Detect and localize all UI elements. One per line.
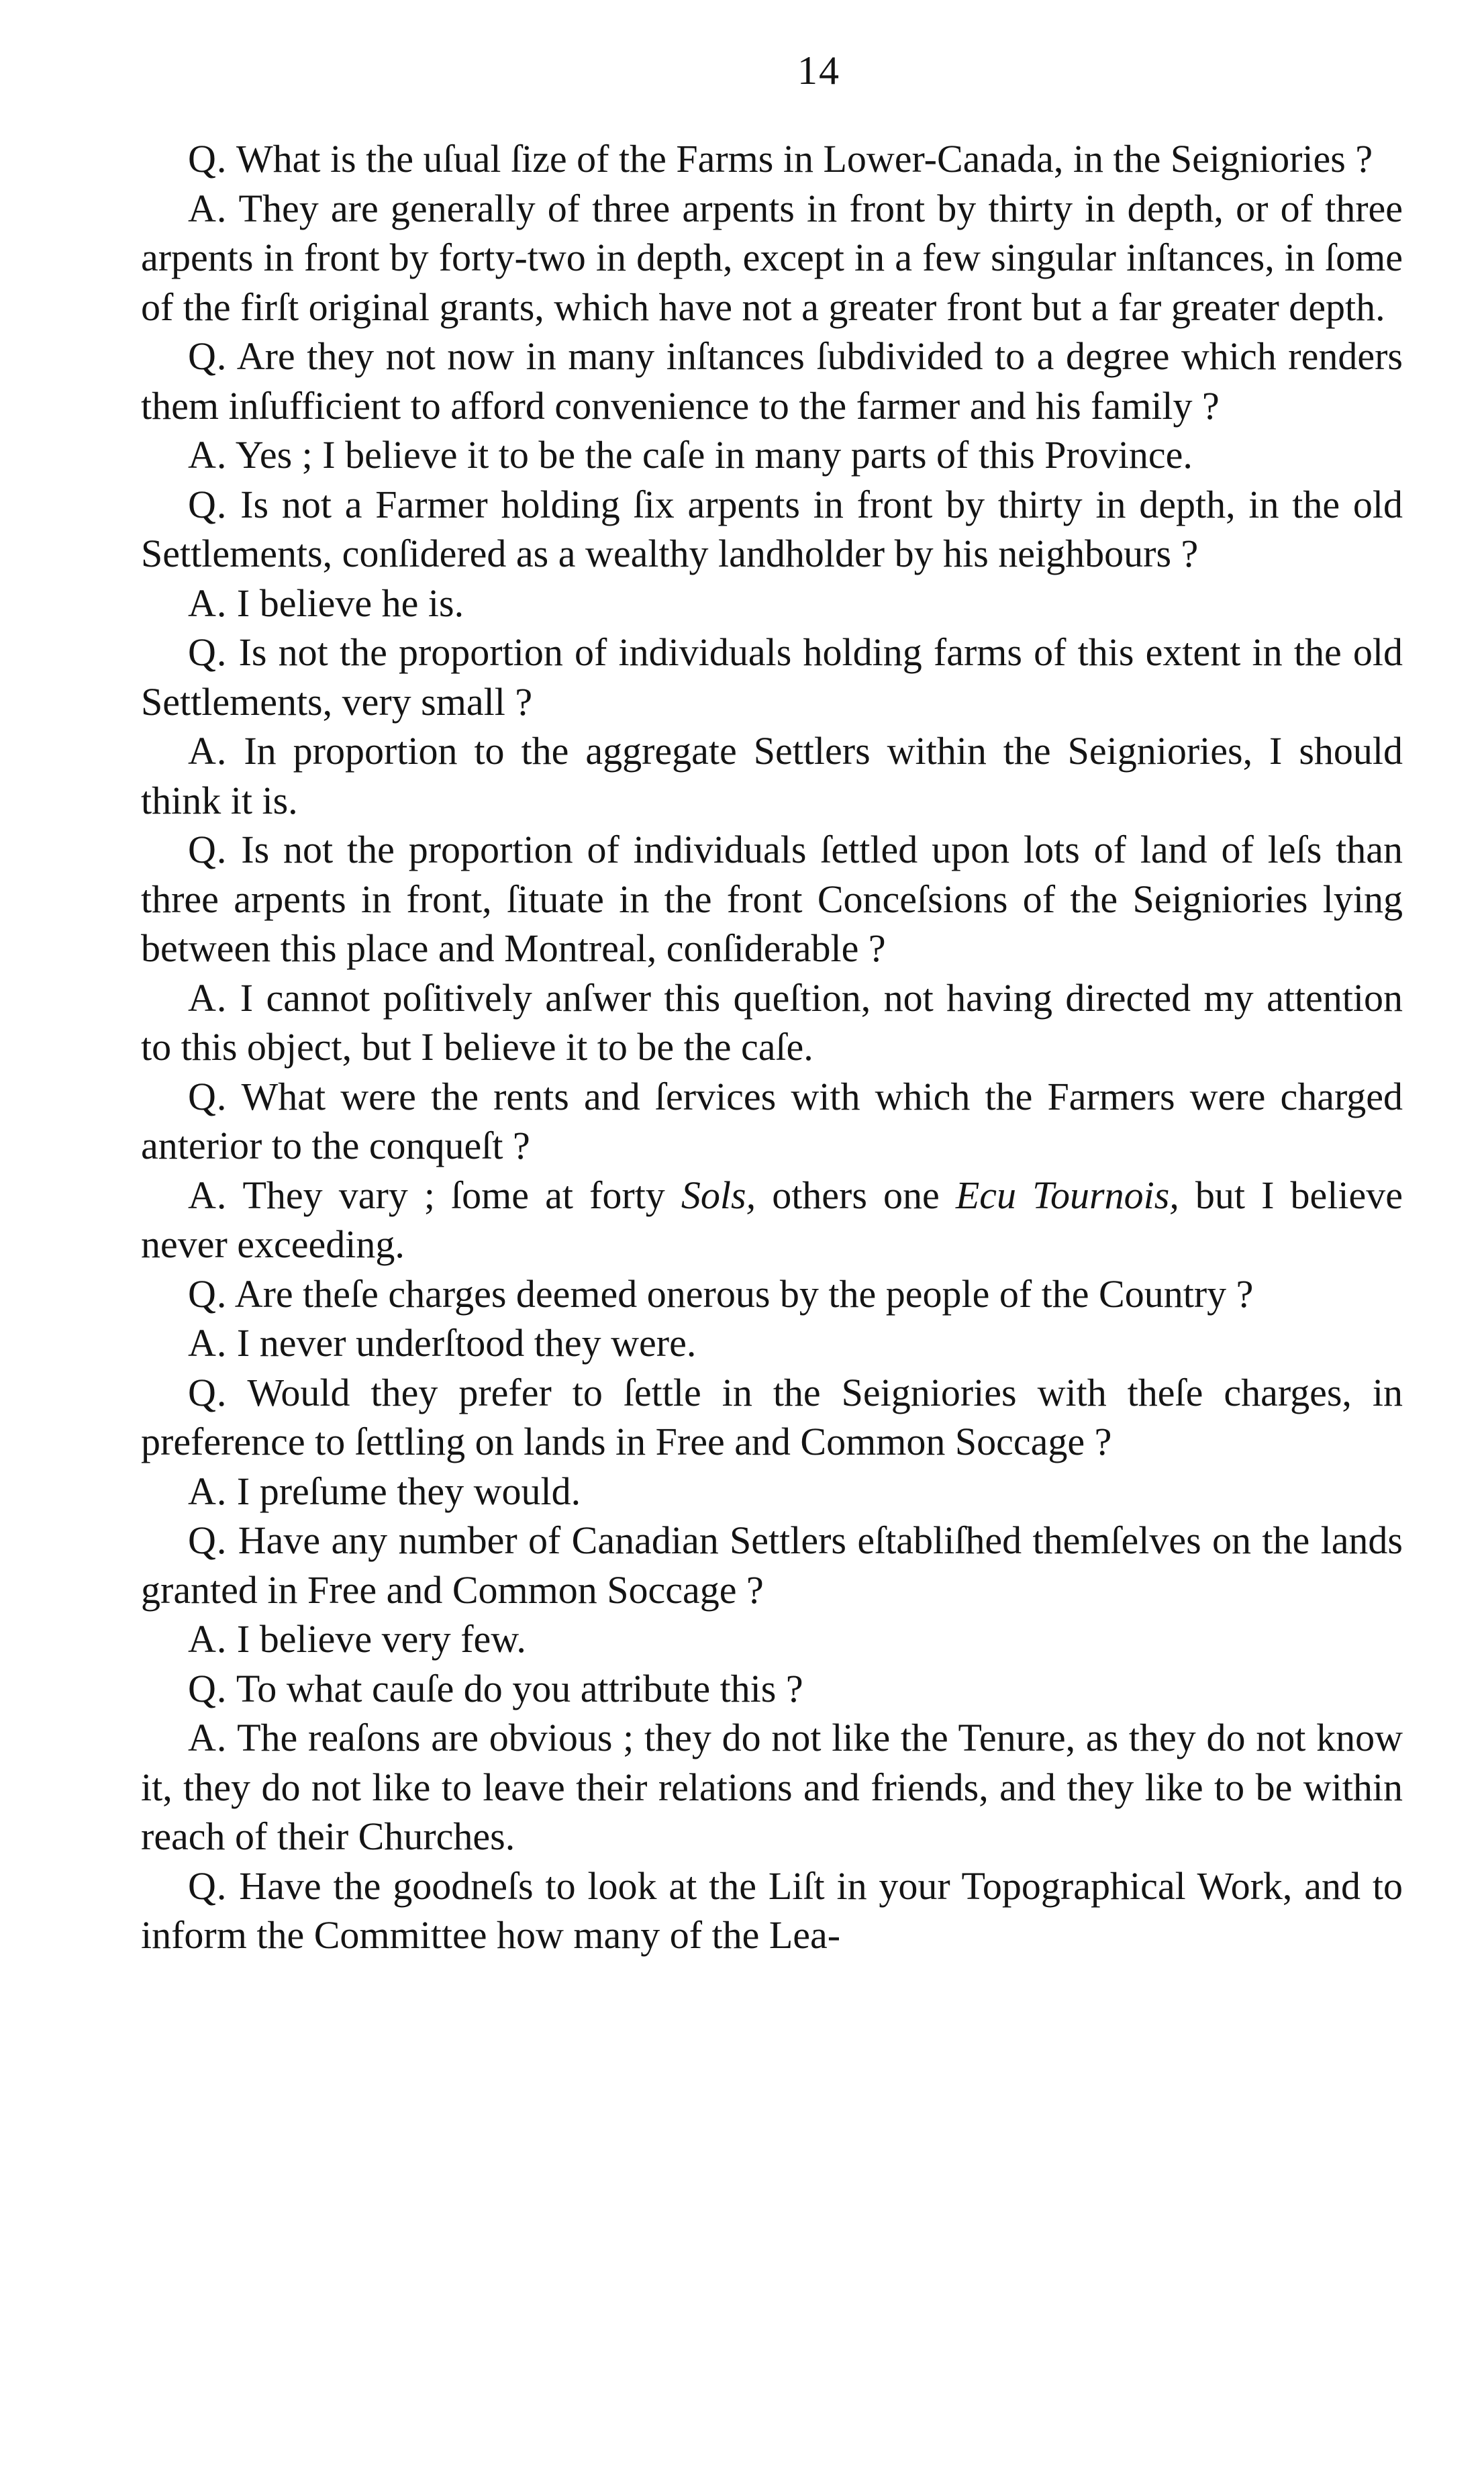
speaker-label: A. — [188, 581, 228, 625]
speaker-label: Q. — [188, 1074, 228, 1118]
entry-text: Are they not now in many inſtances ſubdivided to a degree which renders them inſufficient to afford convenience to the farmer and his family ? — [141, 334, 1403, 428]
entry-text: Yes ; I believe it to be the caſe in many parts of this Province. — [235, 433, 1193, 477]
speaker-label: A. — [188, 433, 228, 477]
question-proportion-holding-farms — [141, 628, 1403, 726]
speaker-label: Q. — [188, 1271, 228, 1316]
speaker-label: A. — [188, 186, 228, 230]
speaker-label: Q. — [188, 828, 228, 871]
speaker-label: A. — [188, 729, 228, 773]
speaker-label: A. — [188, 1173, 228, 1217]
answer-attribute-cause — [141, 1713, 1403, 1861]
document-page — [141, 47, 1403, 1960]
question-charges-onerous — [141, 1269, 1403, 1319]
entry-text: I believe he is. — [236, 581, 464, 625]
speaker-label: A. — [188, 1617, 228, 1661]
entry-text: To what cauſe do you attribute this ? — [236, 1666, 803, 1710]
entry-text: They are generally of three arpents in front by thirty in depth, or of three arpents in front by forty-two in depth, except in a few singular inſtances, in ſome of the firſt original grants, which have not a greater front but a far greater depth. — [141, 186, 1403, 329]
entry-text-middle: others one — [772, 1173, 940, 1217]
entry-text: I cannot poſitively anſwer this queſtion, not having directed my attention to this object, but I believe it to be the caſe. — [141, 975, 1403, 1069]
entry-text: Have the goodneſs to look at the Liſt in your Topographical Work, and to inform the Committee how many of the Lea- — [141, 1863, 1403, 1957]
answer-prefer-seigniories — [141, 1467, 1403, 1516]
speaker-label: A. — [188, 1469, 228, 1513]
answer-rents-and-services — [141, 1171, 1403, 1269]
question-topographical-list — [141, 1861, 1403, 1960]
answer-small-lots-proportion — [141, 973, 1403, 1072]
question-wealthy-landholder — [141, 480, 1403, 579]
speaker-label: Q. — [188, 1666, 228, 1710]
speaker-label: Q. — [188, 334, 228, 378]
entry-text-after: but I believe never exceeding. — [141, 1173, 1403, 1266]
question-rents-and-services — [141, 1072, 1403, 1171]
question-usual-size-of-farms — [141, 134, 1403, 184]
answer-usual-size-of-farms — [141, 184, 1403, 332]
entry-text: The reaſons are obvious ; they do not like the Tenure, as they do not know it, they do not like to leave their relations and friends, and they like to be within reach of their Churches. — [141, 1716, 1403, 1858]
answer-subdivided-farms — [141, 430, 1403, 480]
entry-text: In proportion to the aggregate Settlers within the Seigniories, I should think it is. — [141, 729, 1403, 822]
answer-wealthy-landholder — [141, 579, 1403, 628]
speaker-label: A. — [188, 1321, 228, 1365]
entry-text-before: They vary ; ſome at forty — [242, 1173, 665, 1217]
speaker-label: Q. — [188, 137, 228, 181]
question-small-lots-proportion — [141, 825, 1403, 973]
italic-term-sols: Sols, — [681, 1173, 756, 1217]
entry-text: Have any number of Canadian Settlers eſtabliſhed themſelves on the lands granted in Free and Common Soccage ? — [141, 1518, 1403, 1612]
question-canadian-settlers-soccage — [141, 1516, 1403, 1614]
question-attribute-cause — [141, 1664, 1403, 1714]
entry-text: Is not the proportion of individuals holding farms of this extent in the old Settlements, very small ? — [141, 630, 1403, 724]
entry-text: What is the uſual ſize of the Farms in Lower-Canada, in the Seigniories ? — [236, 137, 1373, 181]
speaker-label: Q. — [188, 1370, 228, 1414]
answer-canadian-settlers-soccage — [141, 1614, 1403, 1664]
entry-text: Would they prefer to ſettle in the Seigniories with theſe charges, in preference to ſettling on lands in Free and Common Soccage ? — [141, 1370, 1403, 1463]
speaker-label: A. — [188, 1716, 228, 1759]
entry-text: Is not a Farmer holding ſix arpents in front by thirty in depth, in the old Settlements, conſidered as a wealthy landholder by his neighbours ? — [141, 482, 1403, 575]
entry-text: I preſume they would. — [236, 1469, 581, 1513]
entry-text: I believe very few. — [236, 1617, 526, 1661]
question-subdivided-farms — [141, 332, 1403, 430]
page-number: 14 — [797, 48, 840, 93]
italic-term-ecu-tournois: Ecu Tournois, — [955, 1173, 1179, 1217]
question-prefer-seigniories — [141, 1368, 1403, 1467]
speaker-label: Q. — [188, 630, 228, 674]
entry-text: What were the rents and ſervices with which the Farmers were charged anterior to the conqueſt ? — [141, 1074, 1403, 1167]
entry-text: Is not the proportion of individuals ſettled upon lots of land of leſs than three arpents in front, ſituate in the front Conceſsions of the Seigniories lying between this place and Montreal, conſiderable ? — [141, 828, 1403, 970]
answer-proportion-holding-farms — [141, 726, 1403, 825]
answer-charges-onerous — [141, 1318, 1403, 1368]
speaker-label: Q. — [188, 1863, 228, 1908]
entry-text: I never underſtood they were. — [236, 1321, 697, 1365]
speaker-label: Q. — [188, 1518, 228, 1562]
speaker-label: A. — [188, 975, 228, 1020]
speaker-label: Q. — [188, 482, 228, 526]
entry-text: Are theſe charges deemed onerous by the people of the Country ? — [234, 1271, 1254, 1316]
